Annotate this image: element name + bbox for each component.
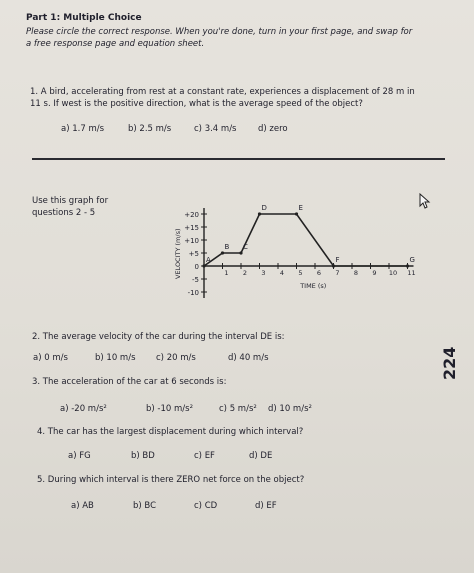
q2-option-b[interactable]: b) 10 m/s bbox=[95, 353, 136, 363]
q5-option-d[interactable]: d) EF bbox=[255, 501, 277, 511]
x-tick-label: 10 bbox=[388, 269, 398, 277]
y-tick-label: +15 bbox=[184, 224, 199, 232]
point-label-b: B bbox=[224, 243, 230, 251]
graph-caption-line-2: questions 2 - 5 bbox=[32, 208, 96, 218]
point-marker-f bbox=[332, 264, 335, 267]
q3-option-a[interactable]: a) -20 m/s² bbox=[60, 404, 107, 414]
q4-option-d[interactable]: d) DE bbox=[249, 451, 273, 461]
q4-option-c[interactable]: c) EF bbox=[194, 451, 215, 461]
velocity-time-graph bbox=[170, 178, 430, 328]
point-marker-a bbox=[202, 264, 205, 267]
y-tick-label: +20 bbox=[184, 211, 199, 219]
q3-option-c[interactable]: c) 5 m/s² bbox=[219, 404, 257, 414]
q5-text: 5. During which interval is there ZERO net force on the object? bbox=[37, 475, 305, 485]
y-tick-label: 0 bbox=[194, 263, 199, 271]
point-label-g: G bbox=[409, 256, 415, 264]
point-label-d: D bbox=[261, 204, 267, 212]
divider-line bbox=[32, 158, 445, 160]
x-tick-label: 6 bbox=[316, 269, 322, 277]
y-axis-label: VELOCITY (m/s) bbox=[174, 228, 182, 279]
y-tick-label: +5 bbox=[188, 250, 199, 258]
x-axis-label: TIME (s) bbox=[300, 282, 327, 290]
side-number: 224 bbox=[440, 346, 459, 380]
point-marker-b bbox=[221, 251, 224, 254]
q2-option-d[interactable]: d) 40 m/s bbox=[228, 353, 269, 363]
q2-option-c[interactable]: c) 20 m/s bbox=[156, 353, 196, 363]
y-tick-label: -5 bbox=[192, 276, 199, 284]
q1-option-c[interactable]: c) 3.4 m/s bbox=[194, 124, 237, 134]
x-tick-label: 3 bbox=[261, 269, 266, 277]
x-tick-label: 5 bbox=[298, 269, 303, 277]
q5-option-c[interactable]: c) CD bbox=[194, 501, 218, 511]
q2-text: 2. The average velocity of the car during the interval DE is: bbox=[32, 332, 285, 342]
q5-option-b[interactable]: b) BC bbox=[133, 501, 157, 511]
velocity-line bbox=[204, 214, 408, 266]
q1-option-b[interactable]: b) 2.5 m/s bbox=[128, 124, 172, 134]
x-tick-label: 9 bbox=[372, 269, 377, 277]
q1-option-a[interactable]: a) 1.7 m/s bbox=[61, 124, 105, 134]
instructions-line-1: Please circle the correct response. When you're done, turn in your first page, and swap for bbox=[26, 27, 413, 37]
q2-option-a[interactable]: a) 0 m/s bbox=[33, 353, 68, 363]
x-tick-label: 7 bbox=[335, 269, 340, 277]
point-label-a: A bbox=[206, 256, 211, 264]
x-tick-label: 4 bbox=[279, 269, 285, 277]
point-marker-d bbox=[258, 212, 261, 215]
point-label-e: E bbox=[298, 204, 303, 212]
point-marker-e bbox=[295, 212, 298, 215]
mouse-cursor-icon bbox=[418, 193, 432, 209]
q3-option-b[interactable]: b) -10 m/s² bbox=[146, 404, 193, 414]
y-tick-label: +10 bbox=[184, 237, 199, 245]
q4-option-b[interactable]: b) BD bbox=[131, 451, 155, 461]
section-title: Part 1: Multiple Choice bbox=[26, 13, 142, 23]
q3-text: 3. The acceleration of the car at 6 seconds is: bbox=[32, 377, 227, 387]
x-tick-label: 1 bbox=[224, 269, 229, 277]
point-marker-g bbox=[406, 264, 409, 267]
x-tick-label: 2 bbox=[242, 269, 248, 277]
x-tick-label: 8 bbox=[353, 269, 359, 277]
q4-text: 4. The car has the largest displacement during which interval? bbox=[37, 427, 304, 437]
y-tick-label: -10 bbox=[187, 289, 199, 297]
x-tick-label: 11 bbox=[407, 269, 416, 277]
q5-option-a[interactable]: a) AB bbox=[71, 501, 94, 511]
q4-option-a[interactable]: a) FG bbox=[68, 451, 91, 461]
instructions-line-2: a free response page and equation sheet. bbox=[26, 39, 205, 49]
point-marker-c bbox=[239, 251, 242, 254]
q1-option-d[interactable]: d) zero bbox=[258, 124, 288, 134]
q3-option-d[interactable]: d) 10 m/s² bbox=[268, 404, 312, 414]
point-label-c: C bbox=[243, 243, 248, 251]
q1-text-line-2: 11 s. If west is the positive direction, what is the average speed of the object? bbox=[30, 99, 363, 109]
point-label-f: F bbox=[335, 256, 340, 264]
graph-caption-line-1: Use this graph for bbox=[32, 196, 109, 206]
q1-text-line-1: 1. A bird, accelerating from rest at a constant rate, experiences a displacement of 28 m in bbox=[30, 87, 415, 97]
